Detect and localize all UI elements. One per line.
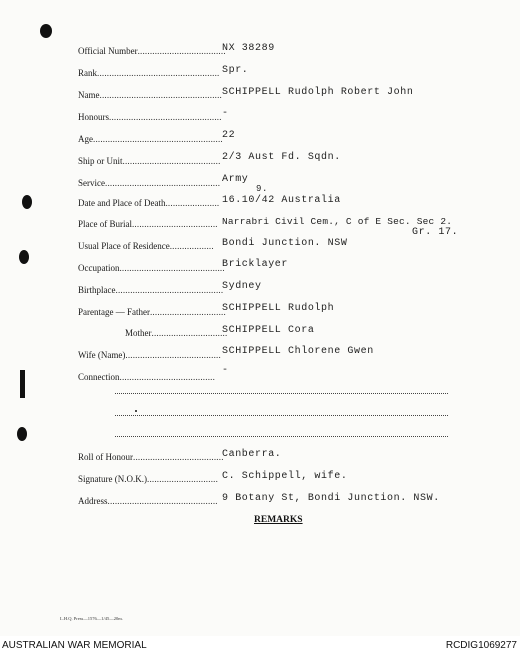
value-wife: SCHIPPELL Chlorene Gwen xyxy=(222,346,374,357)
value-signature: C. Schippell, wife. xyxy=(222,471,348,482)
label-rank: Rank.................................................. xyxy=(78,68,220,78)
blank-line-1 xyxy=(115,393,448,394)
footer-institution: AUSTRALIAN WAR MEMORIAL xyxy=(2,640,147,651)
label-mother: Mother............................... xyxy=(125,328,228,338)
label-ship-or-unit: Ship or Unit........................................ xyxy=(78,156,221,166)
label-connection: Connection....................................... xyxy=(78,372,216,382)
value-connection: - xyxy=(222,365,229,376)
value-official-number: NX 38289 xyxy=(222,43,275,54)
label-signature: Signature (N.O.K.)............................. xyxy=(78,474,219,484)
ink-speck xyxy=(135,410,137,412)
value-service: Army xyxy=(222,174,249,185)
remarks-heading: REMARKS xyxy=(254,515,303,525)
label-birthplace: Birthplace............................................ xyxy=(78,285,224,295)
label-age: Age..................................................... xyxy=(78,134,223,144)
label-usual-residence: Usual Place of Residence.................. xyxy=(78,241,214,251)
binder-tag-mark xyxy=(20,370,25,398)
value-ship-or-unit: 2/3 Aust Fd. Sqdn. xyxy=(222,152,341,163)
value-roll-of-honour: Canberra. xyxy=(222,449,282,460)
printer-note: L.H.Q. Press—1576—1/45—20m. xyxy=(60,616,123,621)
label-occupation: Occupation........................................... xyxy=(78,263,225,273)
value-usual-residence: Bondi Junction. NSW xyxy=(222,238,348,249)
label-honours: Honours.............................................. xyxy=(78,112,222,122)
value-death-day-correction: 9. xyxy=(256,184,269,194)
label-address: Address............................................. xyxy=(78,496,218,506)
value-place-of-burial-line2: Gr. 17. xyxy=(412,227,459,238)
value-rank: Spr. xyxy=(222,65,249,76)
binder-hole-mid xyxy=(19,250,29,264)
label-date-place-death: Date and Place of Death...................... xyxy=(78,198,220,208)
value-place-of-burial: Narrabri Civil Cem., C of E Sec. Sec 2. xyxy=(222,216,453,227)
value-address: 9 Botany St, Bondi Junction. NSW. xyxy=(222,493,440,504)
value-name: SCHIPPELL Rudolph Robert John xyxy=(222,87,414,98)
label-parentage-father: Parentage — Father............................... xyxy=(78,307,226,317)
value-parentage-father: SCHIPPELL Rudolph xyxy=(222,303,335,314)
label-roll-of-honour: Roll of Honour..................................... xyxy=(78,452,224,462)
label-name: Name.................................................. xyxy=(78,90,222,100)
value-birthplace: Sydney xyxy=(222,281,262,292)
binder-hole-top xyxy=(40,24,52,38)
label-place-of-burial: Place of Burial................................... xyxy=(78,219,218,229)
binder-hole-lower xyxy=(17,427,27,441)
value-mother: SCHIPPELL Cora xyxy=(222,325,315,336)
value-age: 22 xyxy=(222,130,236,141)
label-official-number: Official Number.................................... xyxy=(78,46,226,56)
value-date-place-death: 16.10/42 Australia xyxy=(222,195,341,206)
label-service: Service............................................... xyxy=(78,178,221,188)
value-honours: - xyxy=(222,108,229,119)
blank-line-3 xyxy=(115,436,448,437)
value-occupation: Bricklayer xyxy=(222,259,289,270)
footer-record-id: RCDIG1069277 xyxy=(445,640,517,651)
blank-line-2 xyxy=(115,415,448,416)
label-wife: Wife (Name)....................................... xyxy=(78,350,221,360)
binder-hole-upper xyxy=(22,195,32,209)
